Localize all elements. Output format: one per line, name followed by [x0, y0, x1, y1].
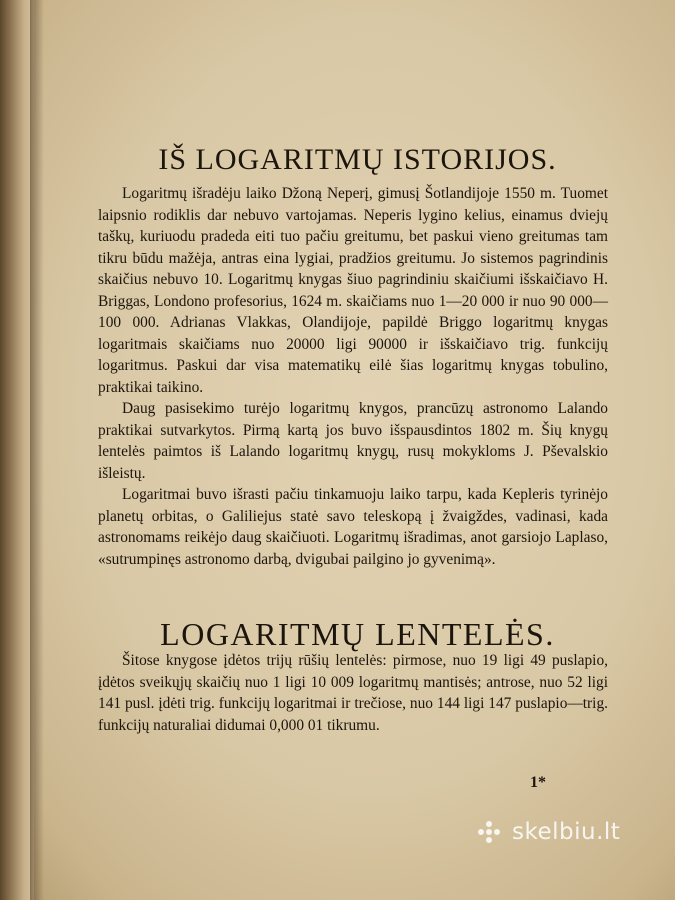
watermark-text: skelbiu.lt — [512, 819, 621, 845]
tables-text — [98, 650, 608, 736]
section-heading-tables: LOGARITMŲ LENTELĖS. — [160, 616, 555, 652]
watermark-logo-icon — [478, 818, 506, 846]
page-number: 1* — [530, 774, 546, 791]
history-text — [98, 183, 608, 570]
paragraph: Daug pasisekimo turėjo logaritmų knygos, prancūzų astronomo Lalando praktikai sutvarkytos. Pirmą kartą jos buvo išspausdintos 1802 m. Šių knygų lentelės paimtos iš Lalando logaritmų knygų, rusų mokykloms J. Pševalskio išleistų. — [98, 400, 608, 482]
watermark — [478, 818, 620, 846]
paragraph: Logaritmų išradėju laiko Džoną Neperį, gimusį Šotlandijoje 1550 m. Tuomet laipsnio rodiklis dar nebuvo vartojamas. Neperis lygino kelius, einamus dviejų taškų, kuriuodu pradeda eiti tuo pačiu greitumu, bet paskui vieno greitumas tam tikru būdu mažėja, antras eina lygiai, pradžios greitumu. Jo sistemos pagrindinis skaičius nebuvo 10. Logaritmų knygas šiuo pagrindiniu skaičiumi išskaičiavo H. Briggas, Londono profesorius, 1624 m. skaičiams nuo 1—20 000 ir nuo 90 000—100 000. Adrianas Vlakkas, Olandijoje, papildė Briggo logaritmų knygas logaritmais skaičiams nuo 20000 ligi 90000 ir išskaičiavo trig. funkcijų logaritmus. Paskui dar visa matematikų eilė šias logaritmų knygas tobulino, praktikai taikino. — [98, 185, 608, 396]
section-heading-history: IŠ LOGARITMŲ ISTORIJOS. — [158, 143, 557, 176]
paragraph: Šitose knygose įdėtos trijų rūšių lentelės: pirmose, nuo 19 ligi 49 puslapio, įdėtos sveikųjų skaičių nuo 1 ligi 10 009 logaritmų mantisės; antrose, nuo 52 ligi 141 pusl. įdėti trig. funkcijų logaritmai ir trečiose, nuo 144 ligi 147 puslapio—trig. funkcijų naturaliai didumai 0,000 01 tikrumu. — [98, 652, 608, 734]
paragraph: Logaritmai buvo išrasti pačiu tinkamuoju laiko tarpu, kada Kepleris tyrinėjo planetų orbitas, o Galiliejus statė savo teleskopą į žvaigždes, vadinasi, kada astronomams reikėjo daug skaičiuoti. Logaritmų išradimas, anot garsiojo Laplaso, «sutrumpinęs astronomo darbą, dvigubai pailgino jo gyvenimą». — [98, 486, 608, 568]
